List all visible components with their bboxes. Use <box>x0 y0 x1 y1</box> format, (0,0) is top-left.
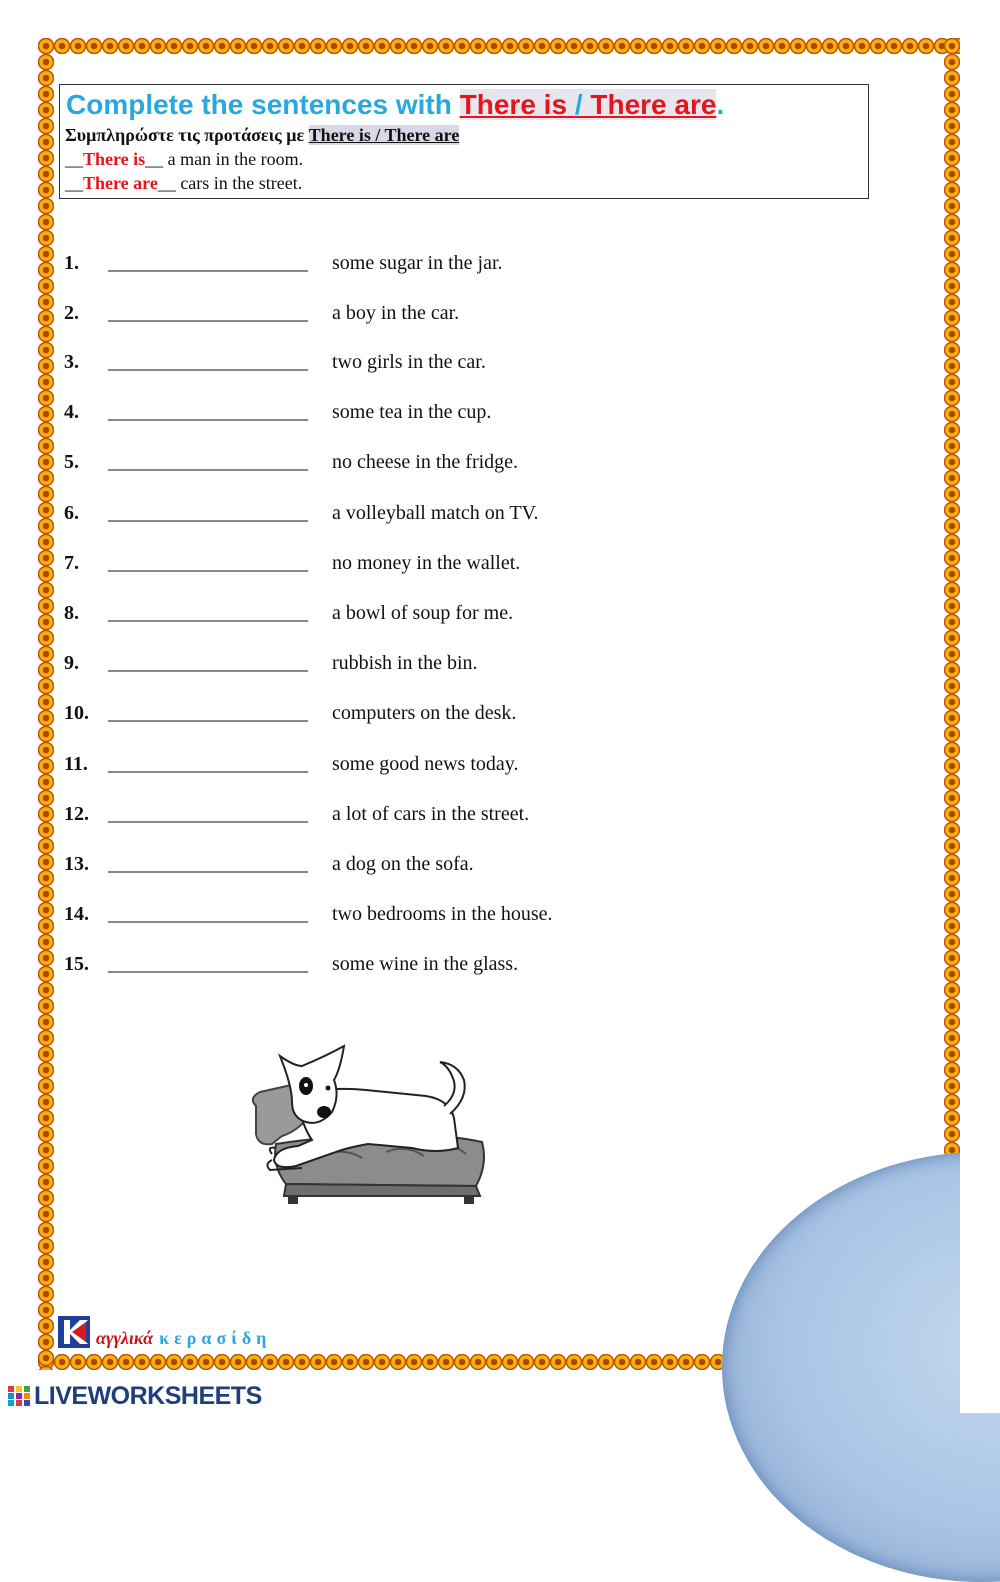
item-text: computers on the desk. <box>332 702 517 724</box>
item-text: some sugar in the jar. <box>332 252 503 274</box>
example-1-answer: There is <box>83 149 146 169</box>
instructions-box <box>59 84 869 199</box>
example-2-pre: __ <box>65 173 83 193</box>
answer-blank[interactable]: ____________________ <box>108 401 308 423</box>
item-number: 1. <box>64 252 79 274</box>
item-text: no money in the wallet. <box>332 552 521 574</box>
logo-text-b: κερασίδη <box>159 1328 272 1348</box>
answer-blank[interactable]: ____________________ <box>108 302 308 324</box>
title-highlight <box>460 89 717 120</box>
item-text: rubbish in the bin. <box>332 652 478 674</box>
item-text: some tea in the cup. <box>332 401 492 423</box>
liveworksheets-text: LIVEWORKSHEETS <box>34 1382 262 1410</box>
answer-blank[interactable]: ____________________ <box>108 652 308 674</box>
item-text: some wine in the glass. <box>332 953 519 975</box>
item-number: 11. <box>64 753 88 775</box>
answer-blank[interactable]: ____________________ <box>108 953 308 975</box>
liveworksheets-icon <box>8 1386 30 1406</box>
example-1-post: __ a man in the room. <box>145 149 304 169</box>
decorative-blue-circle <box>722 1152 1000 1582</box>
title-dot: . <box>716 89 725 120</box>
title-there-are: There are <box>590 89 717 120</box>
example-2-post: __ cars in the street. <box>157 173 303 193</box>
answer-blank[interactable]: ____________________ <box>108 853 308 875</box>
border-top <box>38 38 960 54</box>
item-text: a lot of cars in the street. <box>332 803 530 825</box>
item-text: a volleyball match on TV. <box>332 502 539 524</box>
answer-blank[interactable]: ____________________ <box>108 803 308 825</box>
border-left <box>38 38 54 1370</box>
item-number: 15. <box>64 953 89 975</box>
item-number: 5. <box>64 451 79 473</box>
item-text: two girls in the car. <box>332 351 486 373</box>
item-number: 7. <box>64 552 79 574</box>
answer-blank[interactable]: ____________________ <box>108 552 308 574</box>
item-number: 13. <box>64 853 89 875</box>
answer-blank[interactable]: ____________________ <box>108 451 308 473</box>
title-slash: / <box>574 89 591 120</box>
item-number: 10. <box>64 702 89 724</box>
example-1 <box>65 149 303 170</box>
answer-blank[interactable]: ____________________ <box>108 351 308 373</box>
k-logo-icon <box>58 1316 90 1348</box>
answer-blank[interactable]: ____________________ <box>108 502 308 524</box>
title-there-is: There is <box>459 89 575 120</box>
item-text: no cheese in the fridge. <box>332 451 519 473</box>
subtitle-prefix: Συμπληρώστε τις προτάσεις με <box>65 125 309 145</box>
page-margin-right <box>960 1140 1000 1413</box>
item-text: a boy in the car. <box>332 302 460 324</box>
item-text: some good news today. <box>332 753 519 775</box>
dog-on-sofa-illustration <box>236 1036 500 1220</box>
item-number: 3. <box>64 351 79 373</box>
answer-blank[interactable]: ____________________ <box>108 602 308 624</box>
greek-instructions <box>65 125 459 146</box>
item-text: a dog on the sofa. <box>332 853 474 875</box>
item-number: 14. <box>64 903 89 925</box>
subtitle-highlight: There is / There are <box>308 125 460 145</box>
item-number: 6. <box>64 502 79 524</box>
item-text: a bowl of soup for me. <box>332 602 514 624</box>
example-2 <box>65 173 302 194</box>
item-number: 4. <box>64 401 79 423</box>
example-1-pre: __ <box>65 149 83 169</box>
example-2-answer: There are <box>83 173 158 193</box>
answer-blank[interactable]: ____________________ <box>108 252 308 274</box>
item-number: 2. <box>64 302 79 324</box>
answer-blank[interactable]: ____________________ <box>108 903 308 925</box>
item-number: 12. <box>64 803 89 825</box>
answer-blank[interactable]: ____________________ <box>108 753 308 775</box>
page-title <box>66 89 724 121</box>
item-number: 9. <box>64 652 79 674</box>
logo-text <box>96 1328 271 1349</box>
item-number: 8. <box>64 602 79 624</box>
item-text: two bedrooms in the house. <box>332 903 553 925</box>
answer-blank[interactable]: ____________________ <box>108 702 308 724</box>
title-prefix: Complete the sentences with <box>66 89 460 120</box>
logo-text-a: αγγλικά <box>96 1328 154 1348</box>
